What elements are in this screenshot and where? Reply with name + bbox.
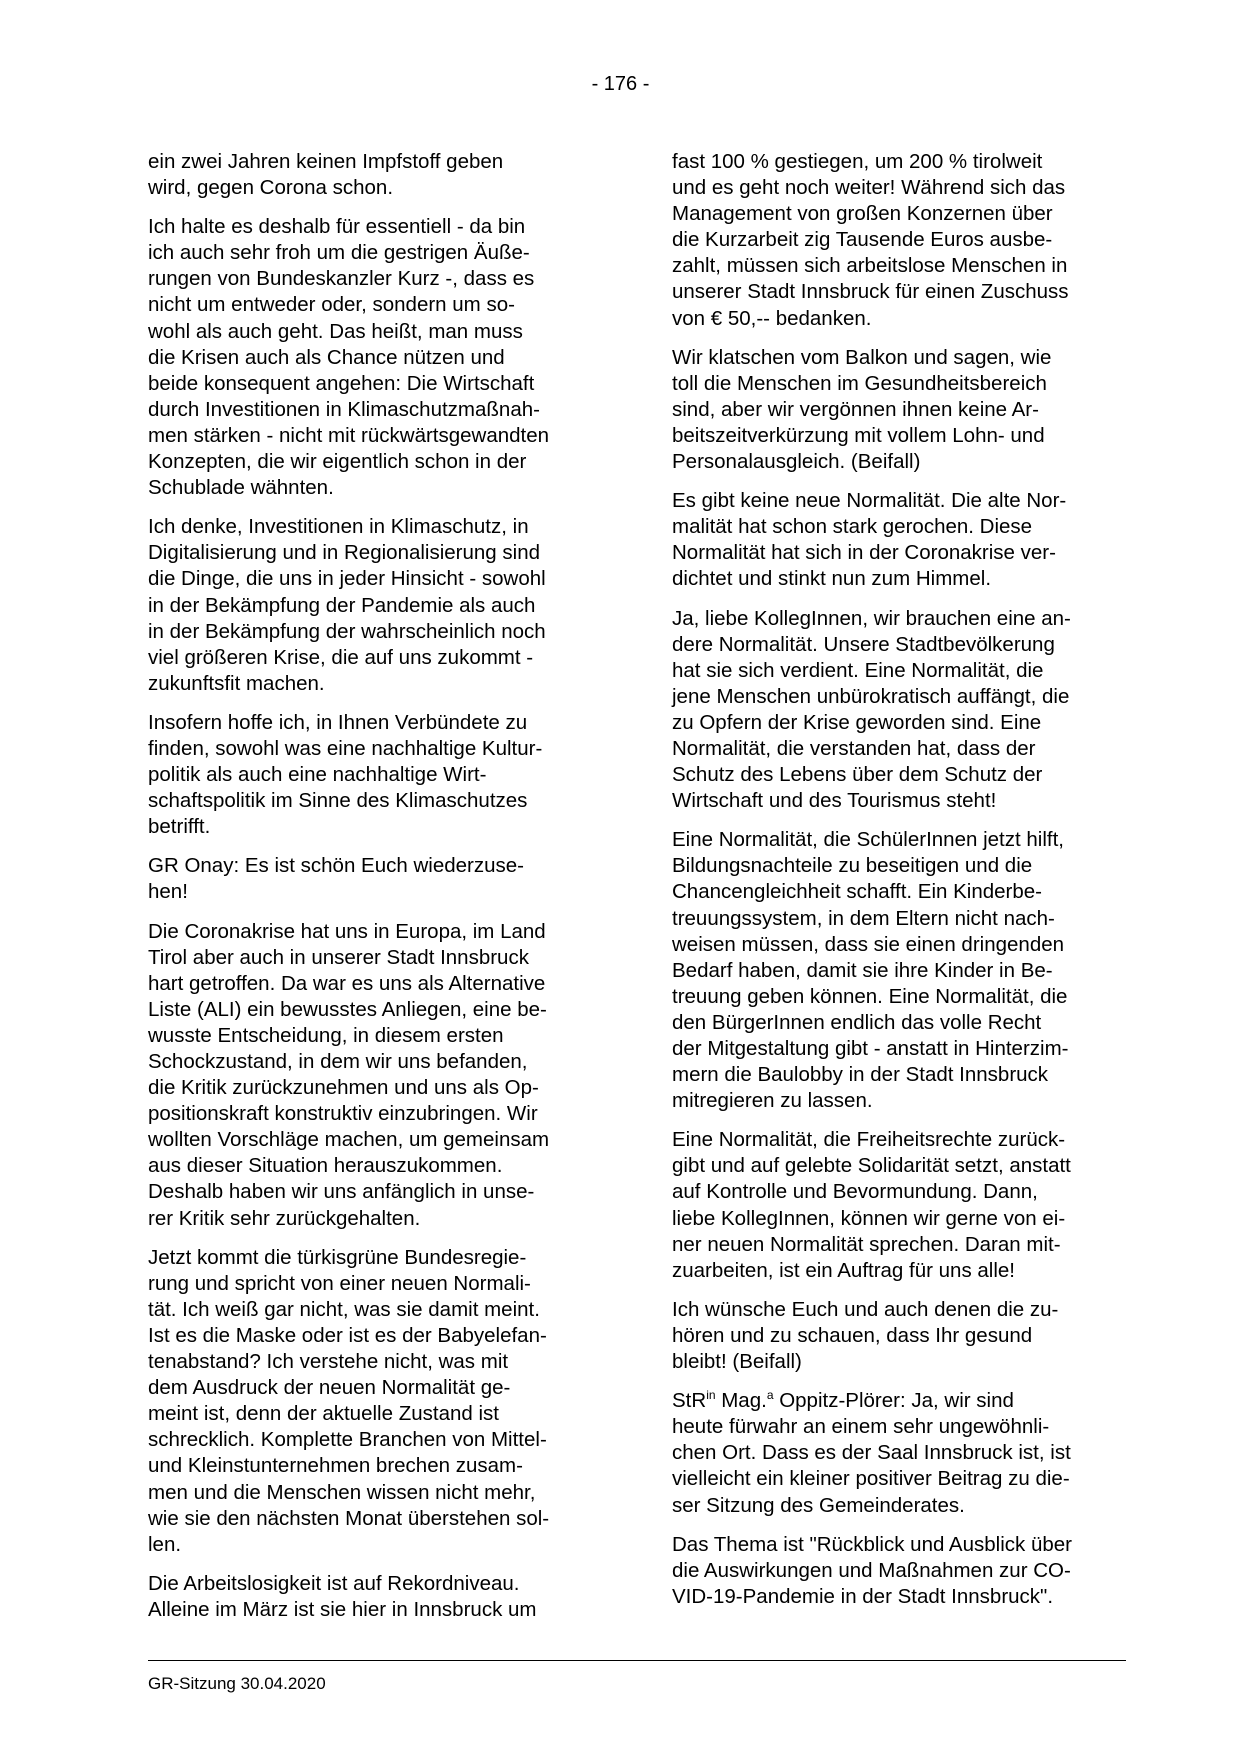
text-line: und Kleinstunternehmen brechen zusam- xyxy=(148,1454,523,1478)
text-line: ser Sitzung des Gemeinderates. xyxy=(672,1493,965,1517)
text-line: Bildungsnachteile zu beseitigen und die xyxy=(672,854,1033,878)
text-line: Digitalisierung und in Regionalisierung sind xyxy=(148,541,541,565)
text-line: die Kurzarbeit zig Tausende Euros ausbe- xyxy=(672,228,1053,252)
text-line: men stärken - nicht mit rückwärtsgewandten xyxy=(148,423,550,447)
text-line: heute fürwahr an einem sehr ungewöhnli- xyxy=(672,1415,1050,1439)
text-line: unserer Stadt Innsbruck für einen Zuschuss xyxy=(672,280,1069,304)
paragraph xyxy=(148,1571,600,1623)
paragraph xyxy=(148,710,600,840)
text-line: der Mitgestaltung gibt - anstatt in Hinterzim- xyxy=(672,1037,1069,1060)
text-line: Die Arbeitslosigkeit ist auf Rekordniveau. xyxy=(148,1571,520,1595)
footer-divider xyxy=(148,1660,1126,1661)
text-line: rung und spricht von einer neuen Normali- xyxy=(148,1271,531,1295)
text-line: von € 50,-- bedanken. xyxy=(672,306,872,330)
text-line: Eine Normalität, die SchülerInnen jetzt hilft, xyxy=(672,828,1064,852)
text-line: gibt und auf gelebte Solidarität setzt, anstatt xyxy=(672,1154,1071,1178)
text-line: Chancengleichheit schafft. Ein Kinderbe- xyxy=(672,880,1042,904)
text-line: treuung geben können. Eine Normalität, die xyxy=(672,984,1068,1008)
text-line: weisen müssen, dass sie einen dringenden xyxy=(672,932,1065,956)
text-line: finden, sowohl was eine nachhaltige Kultur- xyxy=(148,736,543,760)
text-line: meint ist, denn der aktuelle Zustand ist xyxy=(148,1402,499,1426)
text-line: den BürgerInnen endlich das volle Recht xyxy=(672,1010,1042,1034)
text-line: und es geht noch weiter! Während sich das xyxy=(672,176,1066,200)
paragraph xyxy=(148,919,600,1232)
speaker-rest: Oppitz-Plörer: Ja, wir sind xyxy=(773,1389,1014,1413)
text-line: aus dieser Situation herauszukommen. xyxy=(148,1154,503,1178)
text-line: Die Coronakrise hat uns in Europa, im Land xyxy=(148,919,546,943)
text-line: Ich denke, Investitionen in Klimaschutz, in xyxy=(148,515,529,539)
footer-text: GR-Sitzung 30.04.2020 xyxy=(148,1674,326,1693)
paragraph xyxy=(672,1532,1124,1610)
text-line: viel größeren Krise, die auf uns zukommt - xyxy=(148,645,534,669)
text-line: zu Opfern der Krise geworden sind. Eine xyxy=(672,710,1042,734)
text-line: Das Thema ist "Rückblick und Ausblick über xyxy=(672,1532,1072,1556)
text-line: jene Menschen unbürokratisch auffängt, die xyxy=(672,684,1070,708)
text-line: dere Normalität. Unsere Stadtbevölkerung xyxy=(672,632,1055,656)
paragraph xyxy=(148,149,600,201)
text-line: Ja, liebe KollegInnen, wir brauchen eine an- xyxy=(672,606,1071,630)
text-line: rungen von Bundeskanzler Kurz -, dass es xyxy=(148,267,535,291)
right-column xyxy=(672,149,1124,1623)
text-line: die Kritik zurückzunehmen und uns als Op- xyxy=(148,1076,539,1100)
text-line: wollten Vorschläge machen, um gemeinsam xyxy=(148,1128,550,1152)
text-line: in der Bekämpfung der wahrscheinlich noch xyxy=(148,619,546,643)
text-line: treuungssystem, in dem Eltern nicht nach- xyxy=(672,906,1055,930)
text-line: men und die Menschen wissen nicht mehr, xyxy=(148,1480,536,1504)
speaker-paragraph xyxy=(672,1388,1124,1518)
text-line: wird, gegen Corona schon. xyxy=(148,176,394,200)
paragraph xyxy=(148,1245,600,1558)
paragraph xyxy=(672,345,1124,475)
text-line: chen Ort. Dass es der Saal Innsbruck ist, ist xyxy=(672,1441,1071,1465)
text-line: VID-19-Pandemie in der Stadt Innsbruck". xyxy=(672,1584,1054,1608)
text-line: beitszeitverkürzung mit vollem Lohn- und xyxy=(672,423,1045,447)
text-line: mitregieren zu lassen. xyxy=(672,1089,873,1113)
text-line: Insofern hoffe ich, in Ihnen Verbündete zu xyxy=(148,710,528,734)
text-line: hören und zu schauen, dass Ihr gesund xyxy=(672,1323,1033,1347)
text-line: wie sie den nächsten Monat überstehen sol- xyxy=(148,1506,550,1530)
text-line: betrifft. xyxy=(148,815,211,839)
text-line: dem Ausdruck der neuen Normalität ge- xyxy=(148,1376,511,1400)
text-line: positionskraft konstruktiv einzubringen. Wir xyxy=(148,1102,538,1126)
text-line: toll die Menschen im Gesundheitsbereich xyxy=(672,371,1047,395)
text-line: GR Onay: Es ist schön Euch wiederzuse- xyxy=(148,854,524,878)
text-line: Eine Normalität, die Freiheitsrechte zurück- xyxy=(672,1128,1066,1152)
text-line: Es gibt keine neue Normalität. Die alte Nor- xyxy=(672,489,1067,513)
text-line: Personalausgleich. (Beifall) xyxy=(672,450,921,474)
text-line: hat sie sich verdient. Eine Normalität, die xyxy=(672,658,1044,682)
text-line: Liste (ALI) ein bewusstes Anliegen, eine be- xyxy=(148,997,547,1021)
paragraph xyxy=(148,853,600,905)
text-line: beide konsequent angehen: Die Wirtschaft xyxy=(148,371,535,395)
speaker-prefix: StR xyxy=(672,1389,707,1413)
text-line: Tirol aber auch in unserer Stadt Innsbruck xyxy=(148,945,529,969)
text-line: liebe KollegInnen, können wir gerne von ei- xyxy=(672,1206,1066,1230)
text-line: politik als auch eine nachhaltige Wirt- xyxy=(148,763,487,787)
text-line: ich auch sehr froh um die gestrigen Äuße- xyxy=(148,241,530,265)
text-line: vielleicht ein kleiner positiver Beitrag zu die- xyxy=(672,1467,1070,1491)
text-line: wohl als auch geht. Das heißt, man muss xyxy=(148,319,523,343)
text-line: schaftspolitik im Sinne des Klimaschutzes xyxy=(148,789,528,813)
text-line: Normalität, die verstanden hat, dass der xyxy=(672,736,1036,760)
paragraph xyxy=(672,488,1124,592)
text-line: Jetzt kommt die türkisgrüne Bundesregie- xyxy=(148,1245,527,1269)
text-line: wusste Entscheidung, in diesem ersten xyxy=(148,1023,504,1047)
paragraph xyxy=(672,149,1124,332)
text-line: zukunftsfit machen. xyxy=(148,671,325,695)
text-line: ner neuen Normalität sprechen. Daran mit- xyxy=(672,1232,1061,1256)
text-line: Ist es die Maske oder ist es der Babyelefan- xyxy=(148,1323,547,1347)
text-line: Ich halte es deshalb für essentiell - da bin xyxy=(148,215,526,239)
speaker-superscript-a: a xyxy=(766,1388,774,1403)
text-line: zuarbeiten, ist ein Auftrag für uns alle! xyxy=(672,1258,1016,1282)
text-line: tenabstand? Ich verstehe nicht, was mit xyxy=(148,1350,509,1374)
text-line: rer Kritik sehr zurückgehalten. xyxy=(148,1206,421,1230)
text-line: bleibt! (Beifall) xyxy=(672,1350,802,1374)
text-line: hart getroffen. Da war es uns als Alternative xyxy=(148,971,546,995)
text-line: die Krisen auch als Chance nützen und xyxy=(148,345,505,369)
speaker-title: Mag. xyxy=(715,1389,767,1413)
text-line: dichtet und stinkt nun zum Himmel. xyxy=(672,567,992,591)
speaker-superscript-in: in xyxy=(706,1388,716,1403)
text-line: ein zwei Jahren keinen Impfstoff geben xyxy=(148,150,504,173)
paragraph xyxy=(672,1127,1124,1284)
text-line: sind, aber wir vergönnen ihnen keine Ar- xyxy=(672,397,1039,421)
page-number: - 176 - xyxy=(591,73,650,95)
text-line: in der Bekämpfung der Pandemie als auch xyxy=(148,593,536,617)
paragraph xyxy=(672,606,1124,815)
text-line: len. xyxy=(148,1532,182,1556)
text-line: Normalität hat sich in der Coronakrise ver- xyxy=(672,541,1056,565)
text-line: Bedarf haben, damit sie ihre Kinder in Be- xyxy=(672,958,1053,982)
text-line: Wir klatschen vom Balkon und sagen, wie xyxy=(672,345,1052,369)
text-line: Schublade wähnten. xyxy=(148,476,334,500)
text-line: mern die Baulobby in der Stadt Innsbruck xyxy=(672,1063,1049,1087)
text-line: Schockzustand, in dem wir uns befanden, xyxy=(148,1050,528,1073)
text-line: hen! xyxy=(148,880,188,904)
text-line: Management von großen Konzernen über xyxy=(672,202,1053,226)
left-column xyxy=(148,149,600,1636)
paragraph xyxy=(148,214,600,501)
text-line: Deshalb haben wir uns anfänglich in unse- xyxy=(148,1180,535,1204)
text-line: die Auswirkungen und Maßnahmen zur CO- xyxy=(672,1558,1071,1582)
text-line: malität hat schon stark gerochen. Diese xyxy=(672,515,1033,539)
paragraph xyxy=(148,514,600,697)
text-line: Schutz des Lebens über dem Schutz der xyxy=(672,763,1043,787)
paragraph xyxy=(672,1297,1124,1375)
text-line: die Dinge, die uns in jeder Hinsicht - sowohl xyxy=(148,567,546,591)
text-line: Konzepten, die wir eigentlich schon in der xyxy=(148,450,527,474)
text-line: nicht um entweder oder, sondern um so- xyxy=(148,293,515,317)
text-line: tät. Ich weiß gar nicht, was sie damit meint. xyxy=(148,1297,540,1321)
text-line: schrecklich. Komplette Branchen von Mittel- xyxy=(148,1428,547,1452)
text-line: Wirtschaft und des Tourismus steht! xyxy=(672,789,997,813)
paragraph xyxy=(672,827,1124,1114)
text-line: fast 100 % gestiegen, um 200 % tirolweit xyxy=(672,150,1043,173)
text-line: durch Investitionen in Klimaschutzmaßnah- xyxy=(148,397,540,421)
text-line: Alleine im März ist sie hier in Innsbruck um xyxy=(148,1597,537,1621)
text-line: Ich wünsche Euch und auch denen die zu- xyxy=(672,1297,1059,1321)
text-line: auf Kontrolle und Bevormundung. Dann, xyxy=(672,1180,1038,1204)
text-line: zahlt, müssen sich arbeitslose Menschen in xyxy=(672,254,1068,278)
